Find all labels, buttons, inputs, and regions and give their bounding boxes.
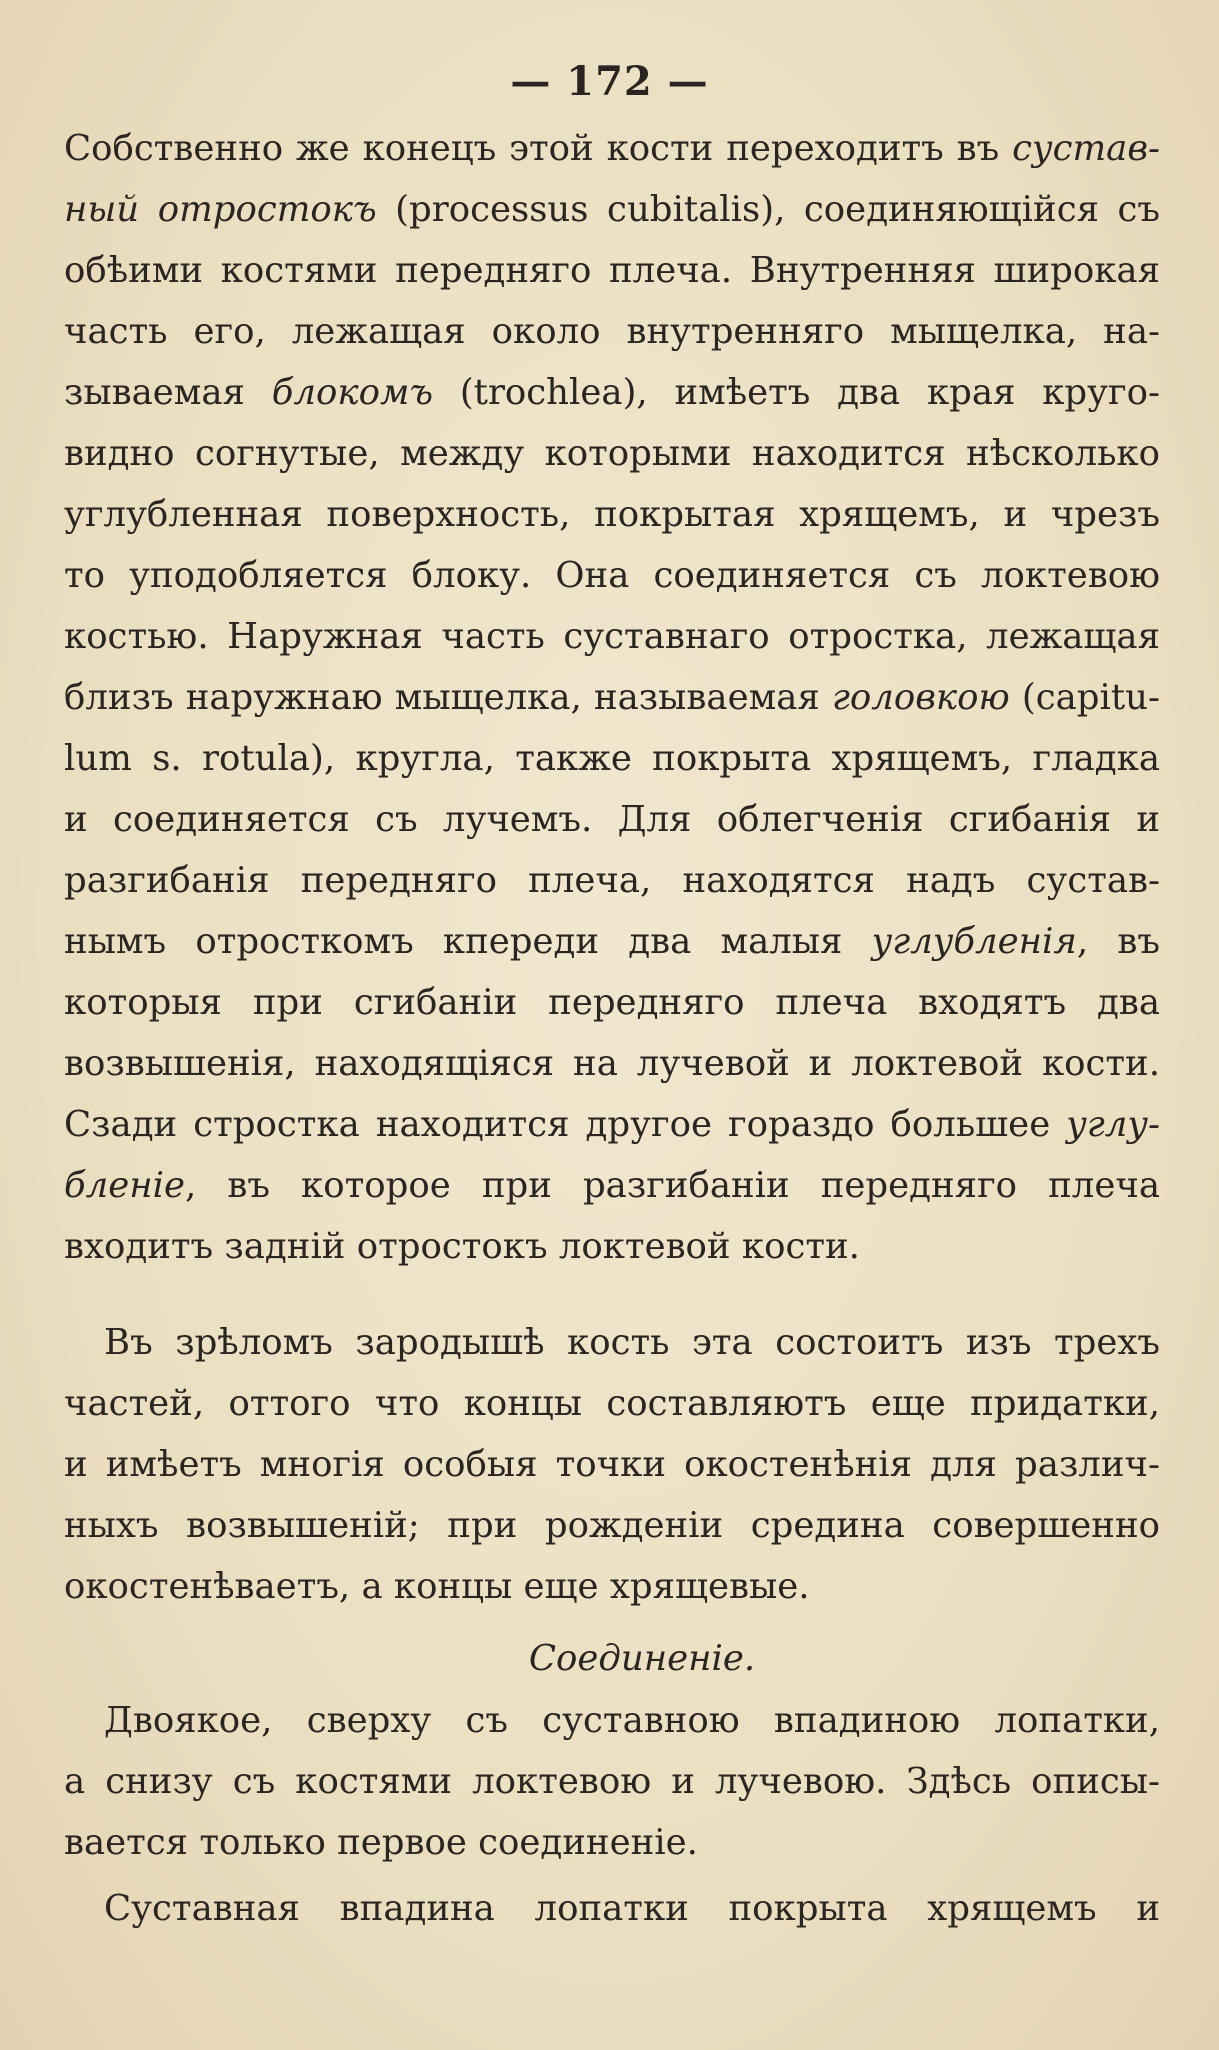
text-line: которыя при сгибаніи передняго плеча входятъ два: [64, 982, 1160, 1023]
text-line: видно согнутые, между которыми находится нѣсколько: [64, 433, 1160, 474]
text-line: Въ зрѣломъ зародышѣ кость эта состоитъ изъ трехъ: [104, 1322, 1160, 1363]
text-line: ныхъ возвышеній; при рожденіи средина совершенно: [64, 1505, 1160, 1546]
text-line: нымъ отросткомъ кпереди два малыя углубленія, въ: [64, 921, 1160, 962]
text-line: и соединяется съ лучемъ. Для облегченія сгибанія и: [64, 799, 1160, 840]
text-line: углубленная поверхность, покрытая хрящемъ, и чрезъ: [64, 494, 1160, 535]
text-line: Суставная впадина лопатки покрыта хрящемъ и: [104, 1888, 1160, 1929]
text-line: окостенѣваетъ, а концы еще хрящевые.: [64, 1566, 810, 1607]
paragraph-4: [64, 1878, 1160, 1939]
text-line: разгибанія передняго плеча, находятся надъ сустав-: [64, 860, 1160, 901]
text-line: а снизу съ костями локтевою и лучевою. Здѣсь описы-: [64, 1761, 1160, 1802]
text-line: зываемая блокомъ (trochlea), имѣетъ два края круго-: [64, 372, 1160, 413]
paragraph-2: [64, 1312, 1160, 1617]
page-number: — 172 —: [510, 58, 709, 105]
section-heading: Соединеніе.: [528, 1638, 756, 1679]
text-line: Собственно же конецъ этой кости переходитъ въ сустав-: [64, 128, 1160, 169]
text-line: lum s. rotula), кругла, также покрыта хрящемъ, гладка: [64, 738, 1160, 779]
text-line: часть его, лежащая около внутренняго мыщелка, на-: [64, 311, 1160, 352]
text-line: и имѣетъ многія особыя точки окостенѣнія для различ-: [64, 1444, 1160, 1485]
paragraph-1: [64, 118, 1160, 1277]
text-line: входитъ задній отростокъ локтевой кости.: [64, 1226, 860, 1267]
text-line: возвышенія, находящіяся на лучевой и локтевой кости.: [64, 1043, 1160, 1084]
text-line: бленіе, въ которое при разгибаніи передняго плеча: [64, 1165, 1160, 1206]
text-line: вается только первое соединеніе.: [64, 1822, 698, 1863]
text-line: близъ наружнаю мыщелка, называемая головкою (capitu-: [64, 677, 1160, 718]
text-line: Сзади стростка находится другое гораздо большее углу-: [64, 1104, 1160, 1145]
text-line: костью. Наружная часть суставнаго отростка, лежащая: [64, 616, 1160, 657]
paragraph-3: [64, 1690, 1160, 1873]
text-line: то уподобляется блоку. Она соединяется съ локтевою: [64, 555, 1160, 596]
text-line: частей, оттого что концы составляютъ еще придатки,: [64, 1383, 1160, 1424]
text-line: Двоякое, сверху съ суставною впадиною лопатки,: [104, 1700, 1160, 1741]
text-line: ный отростокъ (processus cubitalis), соединяющійся съ: [64, 189, 1160, 230]
text-line: обѣими костями передняго плеча. Внутренняя широкая: [64, 250, 1160, 291]
section-heading-block: [64, 1628, 1160, 1689]
